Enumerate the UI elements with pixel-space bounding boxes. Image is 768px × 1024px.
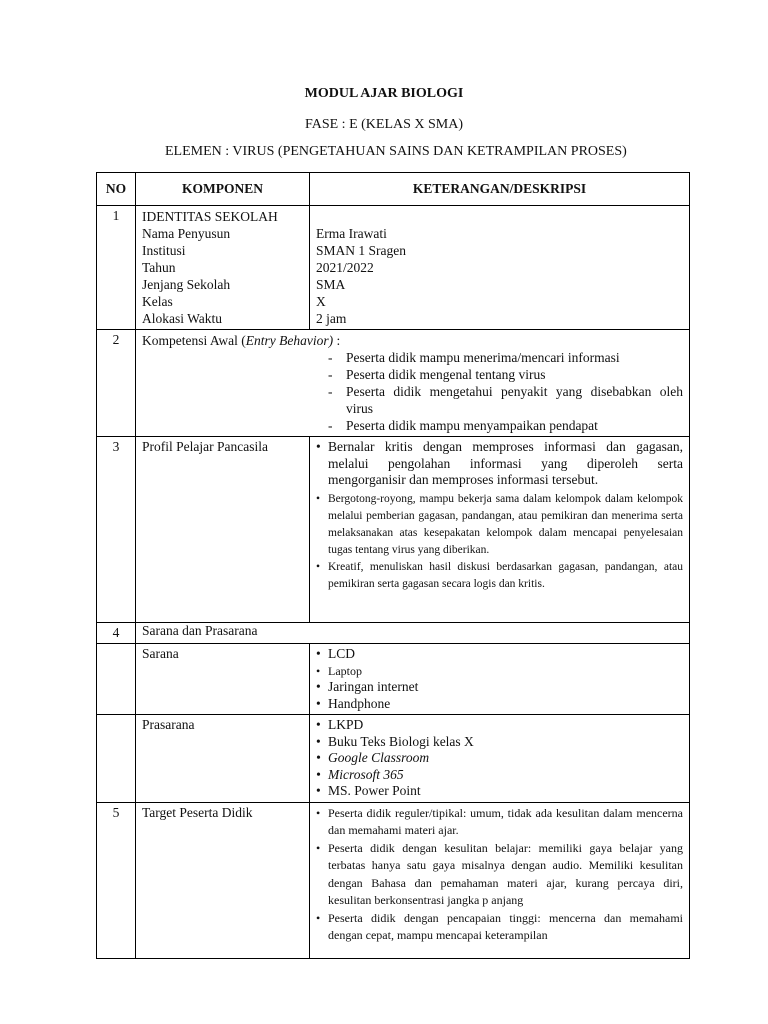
sarana-prasarana-label: Sarana dan Prasarana bbox=[136, 623, 690, 644]
list-item: • Kreatif, menuliskan hasil diskusi berdasarkan gagasan, pandangan, atau pemikiran serta gagasan secara logis dan kritis. bbox=[316, 559, 683, 593]
row-number: 4 bbox=[97, 623, 136, 644]
table-row-prasarana bbox=[97, 715, 690, 803]
label-kelas: Kelas bbox=[142, 294, 173, 309]
fase-line: FASE : E (KELAS X SMA) bbox=[304, 117, 464, 132]
table-row-sarana-prasarana bbox=[97, 623, 690, 644]
prasarana-list bbox=[316, 717, 683, 800]
list-item: • Handphone bbox=[316, 696, 683, 713]
prasarana-label: Prasarana bbox=[136, 715, 310, 803]
table-row-kompetensi bbox=[97, 330, 690, 437]
row-number: 1 bbox=[97, 206, 136, 330]
prasarana-values bbox=[310, 715, 690, 803]
kompetensi-title bbox=[142, 332, 683, 349]
modul-table bbox=[96, 172, 690, 959]
kompetensi-title-suffix: : bbox=[333, 333, 341, 348]
elemen-line: ELEMEN : VIRUS (PENGETAHUAN SAINS DAN KETRAMPILAN PROSES) bbox=[165, 144, 627, 159]
profil-list-3 bbox=[316, 559, 683, 593]
label-alokasi: Alokasi Waktu bbox=[142, 311, 223, 326]
list-item: • Microsoft 365 bbox=[316, 767, 683, 784]
list-item: • Peserta didik dengan pencapaian tinggi: mencerna dan memahami dengan cepat, mampu mencapai keterampilan bbox=[316, 910, 683, 945]
sarana-list bbox=[316, 646, 683, 712]
empty-no-cell bbox=[97, 715, 136, 803]
profil-desc bbox=[310, 437, 690, 623]
kompetensi-title-italic: Entry Behavior) bbox=[245, 333, 334, 348]
kompetensi-cell bbox=[136, 330, 690, 437]
profil-list-2 bbox=[316, 491, 683, 559]
value-jenjang: SMA bbox=[316, 277, 346, 292]
list-item: - Peserta didik mengetahui penyakit yang disebabkan oleh virus bbox=[328, 383, 683, 417]
profil-list-1 bbox=[316, 439, 683, 489]
list-item: • Bergotong-royong, mampu bekerja sama dalam kelompok dalam kelompok melalui pemberian gagasan, pandangan, atau pemikiran dan menerima serta melaksanakan atas kesepakatan kelompok dalam mencapai penyelesaian tugas tentang virus yang diberikan. bbox=[316, 491, 683, 559]
label-nama-penyusun: Nama Penyusun bbox=[142, 226, 231, 241]
target-label: Target Peserta Didik bbox=[136, 802, 310, 958]
document-title: MODUL AJAR BIOLOGI bbox=[304, 86, 464, 101]
table-row-identitas bbox=[97, 206, 690, 330]
table-row-profil bbox=[97, 437, 690, 623]
sarana-label: Sarana bbox=[136, 644, 310, 715]
value-alokasi: 2 jam bbox=[316, 311, 347, 326]
header-keterangan: KETERANGAN/DESKRIPSI bbox=[310, 173, 690, 206]
value-blank bbox=[316, 208, 683, 225]
list-item: • LKPD bbox=[316, 717, 683, 734]
kompetensi-list bbox=[142, 349, 683, 434]
list-item: • Jaringan internet bbox=[316, 679, 683, 696]
list-item: • Peserta didik dengan kesulitan belajar: memiliki gaya belajar yang terbatas hanya satu gaya misalnya dengan audio. Memiliki kesulitan dengan Bahasa dan pemahaman materi ajar, kurang percaya diri, kesulitan berkonsentrasi jangka p anjang bbox=[316, 840, 683, 910]
label-institusi: Institusi bbox=[142, 243, 186, 258]
label-jenjang: Jenjang Sekolah bbox=[142, 277, 231, 292]
value-nama-penyusun: Erma Irawati bbox=[316, 226, 387, 241]
list-item: • Bernalar kritis dengan memproses informasi dan gagasan, melalui pengolahan informasi yang diperoleh serta mengorganisir dan memproses informasi tersebut. bbox=[316, 439, 683, 489]
list-item: - Peserta didik mampu menyampaikan pendapat bbox=[328, 417, 683, 434]
value-institusi: SMAN 1 Sragen bbox=[316, 243, 406, 258]
target-desc bbox=[310, 802, 690, 958]
header-komponen: KOMPONEN bbox=[136, 173, 310, 206]
header-no: NO bbox=[97, 173, 136, 206]
row-number: 5 bbox=[97, 802, 136, 958]
identitas-values bbox=[310, 206, 690, 330]
list-item: • MS. Power Point bbox=[316, 783, 683, 800]
list-item: • Laptop bbox=[316, 663, 683, 680]
list-item: • LCD bbox=[316, 646, 683, 663]
row-number: 2 bbox=[97, 330, 136, 437]
table-row-sarana bbox=[97, 644, 690, 715]
table-row-target bbox=[97, 802, 690, 958]
kompetensi-title-prefix: Kompetensi Awal ( bbox=[142, 333, 246, 348]
value-kelas: X bbox=[316, 294, 326, 309]
empty-no-cell bbox=[97, 644, 136, 715]
list-item: • Google Classroom bbox=[316, 750, 683, 767]
label-tahun: Tahun bbox=[142, 260, 176, 275]
sarana-values bbox=[310, 644, 690, 715]
profil-label: Profil Pelajar Pancasila bbox=[136, 437, 310, 623]
identitas-labels bbox=[136, 206, 310, 330]
value-tahun: 2021/2022 bbox=[316, 260, 374, 275]
table-header-row bbox=[97, 173, 690, 206]
list-item: • Peserta didik reguler/tipikal: umum, tidak ada kesulitan dalam mencerna dan memahami materi ajar. bbox=[316, 805, 683, 840]
target-list bbox=[316, 805, 683, 945]
list-item: - Peserta didik mampu menerima/mencari informasi bbox=[328, 349, 683, 366]
row-number: 3 bbox=[97, 437, 136, 623]
list-item: - Peserta didik mengenal tentang virus bbox=[328, 366, 683, 383]
label-identitas: IDENTITAS SEKOLAH bbox=[142, 209, 278, 224]
list-item: • Buku Teks Biologi kelas X bbox=[316, 734, 683, 751]
